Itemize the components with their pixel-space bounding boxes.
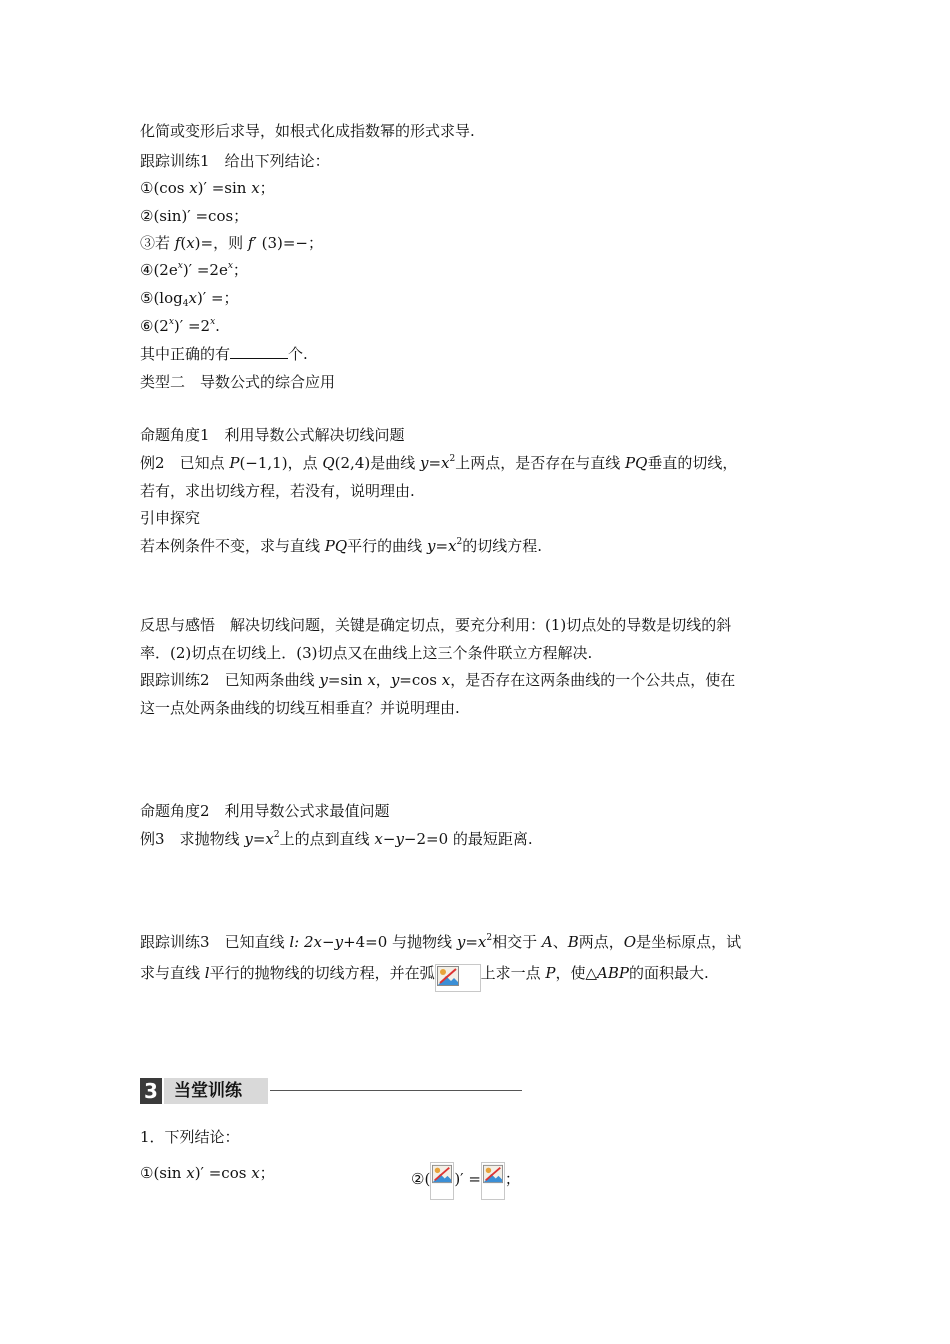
- broken-image-icon: [430, 1162, 454, 1200]
- exercise-1-heading: 跟踪训练1 给出下列结论：: [140, 152, 330, 170]
- angle-1-heading: 命题角度1 利用导数公式解决切线问题: [140, 426, 405, 444]
- extension-heading: 引申探究: [140, 509, 201, 527]
- extension-text: 若本例条件不变，求与直线 PQ平行的曲线 $y=x^2$的切线方程.: [140, 537, 542, 555]
- exercise-3-line2: 求与直线 l平行的抛物线的切线方程，并在弧 上求一点 P，使△ABP的面积最大.: [140, 962, 709, 992]
- reflection-line1: 反思与感悟 解决切线问题，关键是确定切点，要充分利用：(1)切点处的导数是切线的斜: [140, 616, 732, 634]
- practice-1-heading: 1．下列结论：: [140, 1128, 240, 1146]
- exercise-2-line2: 这一点处两条曲线的切线互相垂直？并说明理由.: [140, 699, 460, 717]
- reflection-line2: 率．(2)切点在切线上．(3)切点又在曲线上这三个条件联立方程解决.: [140, 644, 593, 662]
- practice-1-conclusion-2: ②( )′ = ；: [411, 1162, 520, 1200]
- conclusion-6: $⑥(2^x)' =2^x$.: [140, 317, 220, 335]
- answer-blank: [230, 344, 288, 359]
- intro-line: 化简或变形后求导，如根式化成指数幂的形式求导.: [140, 122, 475, 140]
- conclusion-2: ②(sin)′ =cos；: [140, 207, 249, 225]
- broken-image-icon: [435, 964, 481, 992]
- angle-2-heading: 命题角度2 利用导数公式求最值问题: [140, 802, 390, 820]
- practice-1-conclusion-1: ①(sin x)′ =cos x；: [140, 1164, 275, 1182]
- exercise-label: 跟踪训练1: [140, 152, 210, 170]
- broken-image-icon: [481, 1162, 505, 1200]
- question-count: 其中正确的有 个.: [140, 345, 308, 363]
- section-number: 3: [140, 1078, 162, 1104]
- exercise-3: 跟踪训练3 已知直线 l: 2x−y+4=0 与抛物线 $y=x^2$相交于 A、B两点，O是坐标原点，试: [140, 933, 742, 951]
- conclusion-1: ①(cos x)′ =sin x；: [140, 179, 275, 197]
- conclusion-5: $⑤(\log_4x)'$ =；: [140, 289, 239, 309]
- exercise-2: 跟踪训练2 已知两条曲线 y=sin x，y=cos x，是否存在这两条曲线的一个公共点，使在: [140, 671, 736, 689]
- conclusion-3: ③若 f(x)=，则 f′ (3)=−；: [140, 234, 323, 252]
- example-2-line2: 若有，求出切线方程，若没有，说明理由.: [140, 482, 415, 500]
- conclusion-4: $④(2e^x)' =2e^x$；: [140, 261, 248, 279]
- section-divider: [270, 1090, 522, 1091]
- example-3: 例3 求抛物线 $y=x^2$上的点到直线 x−y−2=0 的最短距离.: [140, 830, 533, 848]
- type-two-heading: 类型二 导数公式的综合应用: [140, 373, 336, 391]
- section-title: 当堂训练: [164, 1078, 268, 1104]
- example-2: 例2 已知点 P(−1,1)，点 Q(2,4)是曲线 $y=x^2$上两点，是否存在与直线 PQ垂直的切线，: [140, 454, 738, 472]
